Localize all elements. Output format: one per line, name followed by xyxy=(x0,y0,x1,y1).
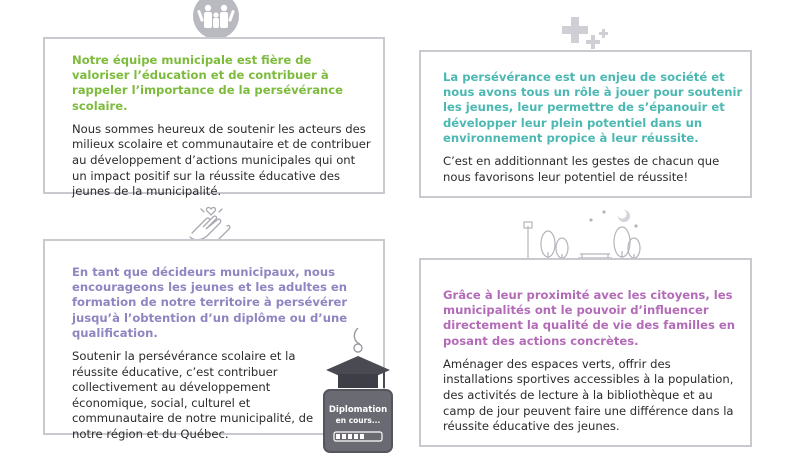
card-education xyxy=(43,37,385,199)
card-proximity xyxy=(419,258,752,447)
family-icon xyxy=(192,0,240,40)
card-body: Nous sommes heureux de soutenir les acteurs des milieux scolaire et communautaire et de contribuer au développement d’actions municipales qui ont un impact positif sur la réussite éducative des jeunes de la municipalité. xyxy=(72,121,371,199)
card-lead: Grâce à leur proximité avec les citoyens, les municipalités ont le pouvoir d’influencer directement la qualité de vie des familles en posant des actions concrètes. xyxy=(443,288,736,348)
card-lead: En tant que décideurs municipaux, nous encourageons les jeunes et les adultes en formation de notre territoire à persévérer jusqu’à l’obtention d’un diplôme ou d’une qualification. xyxy=(72,265,348,340)
graduation-cap-badge-icon xyxy=(318,328,398,454)
badge-line1: Diplomation xyxy=(328,405,388,415)
card-body: Aménager des espaces verts, offrir des installations sportives accessibles à la population, des activités de lecture à la bibliothèque et au camp de jour peuvent faire une différence dans la réussite éducative des jeunes. xyxy=(443,356,734,434)
badge-line2: en cours... xyxy=(335,416,381,425)
plus-icon xyxy=(559,15,611,55)
card-body: C’est en additionnant les gestes de chacun que nous favorisons leur potentiel de réussite! xyxy=(443,154,720,184)
card-lead: La persévérance est un enjeu de société et nous avons tous un rôle à jouer pour soutenir les jeunes, leur permettre de s’épanouir et développer leur plein potentiel dans un environnement propice à leur réussite. xyxy=(443,70,743,145)
card-lead: Notre équipe municipale est fière de valoriser l’éducation et de contribuer à rappeler l’importance de la persévérance scolaire. xyxy=(72,53,344,113)
card-society xyxy=(419,50,752,198)
card-body: Soutenir la persévérance scolaire et la réussite éducative, c’est contribuer collectivement au développement économique, social, culturel et communautaire de notre municipalité, de notre région et du Québec. xyxy=(72,349,314,441)
